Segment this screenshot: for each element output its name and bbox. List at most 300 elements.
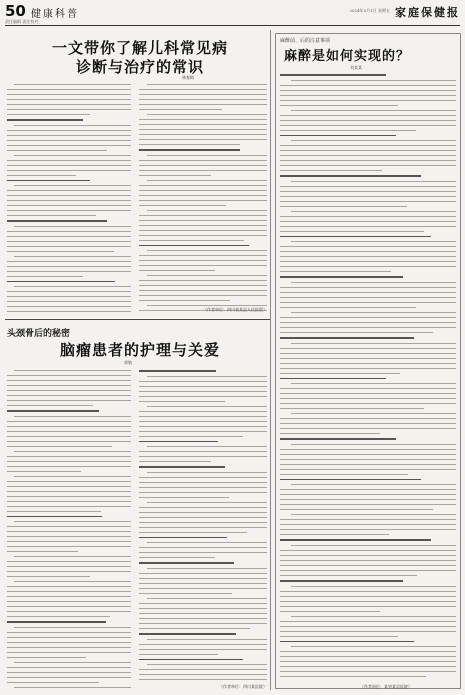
text-line — [7, 506, 131, 507]
text-line — [7, 104, 131, 105]
text-line — [7, 436, 131, 437]
text-line — [7, 672, 131, 673]
text-line — [280, 216, 456, 217]
text-line — [139, 552, 267, 553]
text-line — [280, 428, 456, 429]
text-line — [139, 593, 232, 594]
text-line — [280, 307, 416, 308]
text-line — [139, 618, 267, 619]
subheading-line — [139, 633, 236, 635]
text-line — [139, 512, 267, 513]
text-line — [7, 541, 131, 542]
publication-name: 家庭保健报 — [395, 6, 460, 19]
text-line — [139, 190, 267, 191]
text-line — [139, 134, 267, 135]
subheading-line — [139, 537, 227, 539]
subheading-line — [280, 175, 421, 177]
text-line — [280, 201, 456, 202]
text-line — [139, 436, 243, 437]
subheading-line — [280, 276, 403, 278]
text-line — [139, 497, 229, 498]
text-line — [7, 531, 131, 532]
subheading-line — [280, 438, 396, 440]
subheading-line — [7, 281, 115, 283]
text-line — [280, 231, 424, 232]
text-line — [280, 191, 456, 192]
text-line — [280, 125, 456, 126]
subheading-line — [139, 441, 218, 443]
text-line — [7, 311, 131, 312]
text-line — [139, 124, 267, 125]
text-line — [7, 491, 131, 492]
text-line — [280, 408, 424, 409]
text-line — [139, 240, 244, 241]
text-line — [7, 551, 78, 552]
text-line — [280, 489, 456, 490]
text-line — [7, 566, 131, 567]
text-line — [147, 472, 267, 473]
text-line — [139, 547, 267, 548]
text-line — [139, 200, 267, 201]
text-line — [14, 84, 131, 85]
text-line — [14, 556, 131, 557]
text-line — [280, 130, 416, 131]
text-line — [280, 550, 456, 551]
text-line — [139, 109, 222, 110]
text-line — [280, 499, 456, 500]
text-line — [139, 583, 267, 584]
text-line — [7, 657, 86, 658]
text-line — [7, 205, 131, 206]
text-line — [291, 383, 456, 384]
text-line — [14, 286, 131, 287]
text-line — [7, 99, 131, 100]
text-line — [7, 405, 93, 406]
header-rule — [5, 25, 460, 26]
text-line — [139, 225, 267, 226]
text-line — [147, 84, 267, 85]
text-line — [280, 388, 456, 389]
text-line — [14, 155, 131, 156]
text-line — [7, 456, 131, 457]
page-number: 50 — [5, 2, 26, 20]
text-line — [139, 391, 267, 392]
text-line — [139, 461, 211, 462]
text-line — [291, 343, 456, 344]
subheading-line — [280, 641, 414, 643]
subheading-line — [139, 659, 243, 661]
text-line — [280, 165, 456, 166]
subheading-line — [280, 479, 421, 481]
text-line — [7, 546, 131, 547]
text-line — [139, 195, 267, 196]
text-line — [291, 444, 456, 445]
text-line — [7, 291, 131, 292]
text-line — [7, 471, 81, 472]
subheading-line — [7, 410, 99, 412]
text-line — [7, 637, 131, 638]
text-line — [280, 529, 456, 530]
text-line — [139, 482, 267, 483]
text-line — [139, 507, 267, 508]
text-line — [280, 327, 456, 328]
text-line — [139, 255, 267, 256]
text-line — [291, 181, 456, 182]
text-line — [280, 621, 456, 622]
subheading-line — [280, 539, 431, 541]
text-line — [139, 431, 267, 432]
text-line — [7, 496, 131, 497]
text-line — [280, 651, 456, 652]
text-line — [139, 119, 267, 120]
article3-title: 麻醉是如何实现的？ — [284, 49, 411, 64]
text-line — [139, 426, 267, 427]
text-line — [280, 256, 456, 257]
text-line — [14, 185, 131, 186]
text-line — [7, 296, 131, 297]
text-line — [139, 381, 267, 382]
text-line — [7, 109, 131, 110]
text-line — [139, 185, 267, 186]
text-line — [139, 300, 230, 301]
text-line — [147, 446, 267, 447]
text-line — [7, 175, 76, 176]
text-line — [7, 145, 131, 146]
text-line — [139, 644, 267, 645]
text-line — [139, 290, 267, 291]
text-line — [280, 596, 456, 597]
text-line — [280, 504, 456, 505]
text-line — [7, 190, 131, 191]
text-line — [139, 285, 267, 286]
text-line — [139, 522, 267, 523]
text-line — [7, 251, 114, 252]
text-line — [280, 469, 456, 470]
text-line — [7, 431, 131, 432]
text-line — [139, 170, 267, 171]
text-line — [7, 231, 131, 232]
text-line — [280, 251, 456, 252]
text-line — [280, 666, 456, 667]
text-line — [280, 95, 456, 96]
text-line — [291, 484, 456, 485]
subheading-line — [139, 466, 225, 468]
text-line — [280, 560, 456, 561]
text-line — [139, 613, 267, 614]
text-line — [147, 210, 267, 211]
text-line — [147, 250, 267, 251]
text-line — [291, 514, 456, 515]
text-line — [14, 256, 131, 257]
text-line — [7, 611, 131, 612]
text-line — [7, 421, 131, 422]
text-line — [14, 662, 131, 663]
text-line — [7, 591, 131, 592]
subheading-line — [280, 337, 414, 339]
text-line — [291, 282, 456, 283]
text-line — [139, 220, 267, 221]
text-line — [280, 636, 398, 637]
text-line — [280, 631, 456, 632]
text-line — [280, 464, 456, 465]
text-line — [280, 226, 456, 227]
subheading-line — [280, 580, 403, 582]
text-line — [7, 536, 131, 537]
text-line — [139, 99, 267, 100]
text-line — [139, 492, 267, 493]
text-line — [7, 89, 131, 90]
subheading-line — [7, 180, 90, 182]
text-line — [147, 664, 267, 665]
text-line — [280, 155, 456, 156]
text-line — [7, 215, 96, 216]
text-line — [7, 486, 131, 487]
text-line — [14, 687, 131, 688]
text-line — [7, 400, 131, 401]
text-line — [280, 626, 456, 627]
text-line — [280, 317, 456, 318]
text-line — [147, 568, 267, 569]
text-line — [147, 155, 267, 156]
text-line — [280, 353, 456, 354]
text-line — [7, 114, 90, 115]
text-line — [280, 206, 407, 207]
text-line — [7, 94, 131, 95]
text-line — [7, 246, 131, 247]
text-line — [139, 235, 267, 236]
text-line — [280, 555, 456, 556]
text-line — [139, 144, 240, 145]
text-line — [280, 90, 456, 91]
article1-column-2 — [139, 84, 267, 316]
text-line — [139, 487, 267, 488]
text-line — [280, 575, 417, 576]
text-line — [139, 628, 250, 629]
subheading-line — [280, 135, 396, 137]
text-line — [280, 85, 456, 86]
text-line — [147, 598, 267, 599]
text-line — [280, 676, 426, 677]
text-line — [14, 521, 131, 522]
text-line — [139, 421, 267, 422]
text-line — [7, 276, 83, 277]
text-line — [139, 679, 267, 680]
text-line — [7, 586, 131, 587]
text-line — [139, 532, 247, 533]
text-line — [280, 656, 456, 657]
text-line — [7, 375, 131, 376]
text-line — [280, 160, 456, 161]
text-line — [7, 642, 131, 643]
text-line — [291, 413, 456, 414]
editor-line: 责任编辑 责任校对 — [5, 19, 39, 24]
text-line — [14, 370, 131, 371]
text-line — [14, 125, 131, 126]
text-line — [7, 501, 131, 502]
subheading-line — [139, 370, 216, 372]
text-line — [291, 545, 456, 546]
text-line — [139, 517, 267, 518]
text-line — [7, 200, 131, 201]
text-line — [280, 373, 400, 374]
text-line — [280, 115, 456, 116]
text-line — [14, 476, 131, 477]
text-line — [280, 363, 456, 364]
text-line — [280, 570, 456, 571]
subheading-line — [280, 236, 431, 238]
text-line — [7, 241, 131, 242]
text-line — [280, 348, 456, 349]
text-line — [139, 270, 215, 271]
article1-title — [20, 39, 260, 77]
text-line — [139, 669, 267, 670]
text-line — [280, 671, 456, 672]
text-line — [280, 454, 456, 455]
text-line — [280, 449, 456, 450]
text-line — [280, 601, 456, 602]
text-line — [139, 401, 225, 402]
text-line — [291, 241, 456, 242]
text-line — [139, 416, 267, 417]
text-line — [280, 509, 433, 510]
article2-column-1 — [7, 370, 131, 692]
text-line — [7, 596, 131, 597]
text-line — [280, 266, 456, 267]
text-line — [7, 461, 131, 462]
text-line — [147, 542, 267, 543]
text-line — [291, 616, 456, 617]
text-line — [139, 260, 267, 261]
text-line — [280, 474, 408, 475]
text-line — [139, 205, 226, 206]
text-line — [291, 586, 456, 587]
article3-author: 刘某某 — [350, 65, 362, 70]
text-line — [291, 211, 456, 212]
article2-signature: （作者单位：四川某医院） — [219, 684, 267, 689]
text-line — [280, 221, 456, 222]
text-line — [291, 646, 456, 647]
article2-kicker: 头颈骨后的秘密 — [7, 329, 71, 339]
text-line — [7, 667, 131, 668]
article1-author: 林春梅 — [182, 75, 194, 80]
text-line — [7, 446, 112, 447]
text-line — [7, 140, 131, 141]
article1-title-line1: 一文带你了解儿科常见病 — [51, 39, 228, 57]
text-line — [280, 186, 456, 187]
text-line — [280, 606, 456, 607]
text-line — [139, 603, 267, 604]
text-line — [14, 226, 131, 227]
text-line — [280, 591, 456, 592]
text-line — [7, 647, 131, 648]
subheading-line — [7, 621, 106, 623]
text-line — [139, 104, 267, 105]
text-line — [280, 519, 456, 520]
text-line — [147, 639, 267, 640]
article1-column-1 — [7, 84, 131, 316]
text-line — [280, 534, 389, 535]
text-line — [7, 576, 90, 577]
text-line — [280, 393, 456, 394]
article3-signature: （作者单位：某省某县医院） — [360, 684, 412, 689]
text-line — [139, 215, 267, 216]
text-line — [139, 265, 267, 266]
text-line — [280, 302, 456, 303]
article1-title-line2: 诊断与治疗的常识 — [75, 58, 204, 76]
text-line — [14, 451, 131, 452]
text-line — [7, 390, 131, 391]
text-line — [280, 524, 456, 525]
subheading-line — [7, 220, 107, 222]
text-line — [7, 481, 131, 482]
text-line — [7, 526, 131, 527]
text-line — [139, 451, 267, 452]
text-line — [7, 130, 131, 131]
text-line — [139, 160, 267, 161]
text-line — [139, 129, 267, 130]
text-line — [7, 160, 131, 161]
text-line — [280, 358, 456, 359]
text-line — [7, 261, 131, 262]
text-line — [147, 275, 267, 276]
issue-date: 2024年3月1日 星期五 — [349, 8, 390, 13]
text-line — [139, 588, 267, 589]
text-line — [280, 271, 391, 272]
text-line — [14, 627, 131, 628]
article2-author: 郭敏 — [124, 360, 132, 365]
text-line — [291, 80, 456, 81]
text-line — [139, 649, 267, 650]
article2-title: 脑瘤患者的护理与关爱 — [60, 341, 221, 359]
subheading-line — [7, 119, 83, 121]
text-line — [7, 266, 131, 267]
article3-body — [280, 74, 456, 680]
text-line — [291, 140, 456, 141]
text-line — [280, 150, 456, 151]
text-line — [280, 433, 380, 434]
text-line — [147, 502, 267, 503]
text-line — [291, 312, 456, 313]
text-line — [7, 561, 131, 562]
subheading-line — [139, 149, 240, 151]
text-line — [139, 654, 218, 655]
text-line — [139, 230, 267, 231]
text-line — [147, 114, 267, 115]
text-line — [280, 120, 456, 121]
text-line — [7, 632, 131, 633]
text-line — [139, 674, 267, 675]
article1-signature: （作者单位：四川省某县人民医院） — [203, 307, 267, 312]
text-line — [139, 608, 267, 609]
text-line — [7, 236, 131, 237]
text-line — [280, 565, 456, 566]
text-line — [139, 386, 267, 387]
subheading-line — [139, 562, 234, 564]
text-line — [7, 426, 131, 427]
text-line — [139, 456, 267, 457]
text-line — [139, 578, 267, 579]
text-line — [139, 623, 267, 624]
text-line — [7, 511, 101, 512]
text-line — [139, 557, 215, 558]
text-line — [7, 301, 131, 302]
text-line — [7, 616, 110, 617]
page-header — [5, 3, 460, 23]
text-line — [280, 459, 456, 460]
text-line — [280, 332, 433, 333]
text-line — [14, 416, 131, 417]
text-line — [7, 165, 131, 166]
